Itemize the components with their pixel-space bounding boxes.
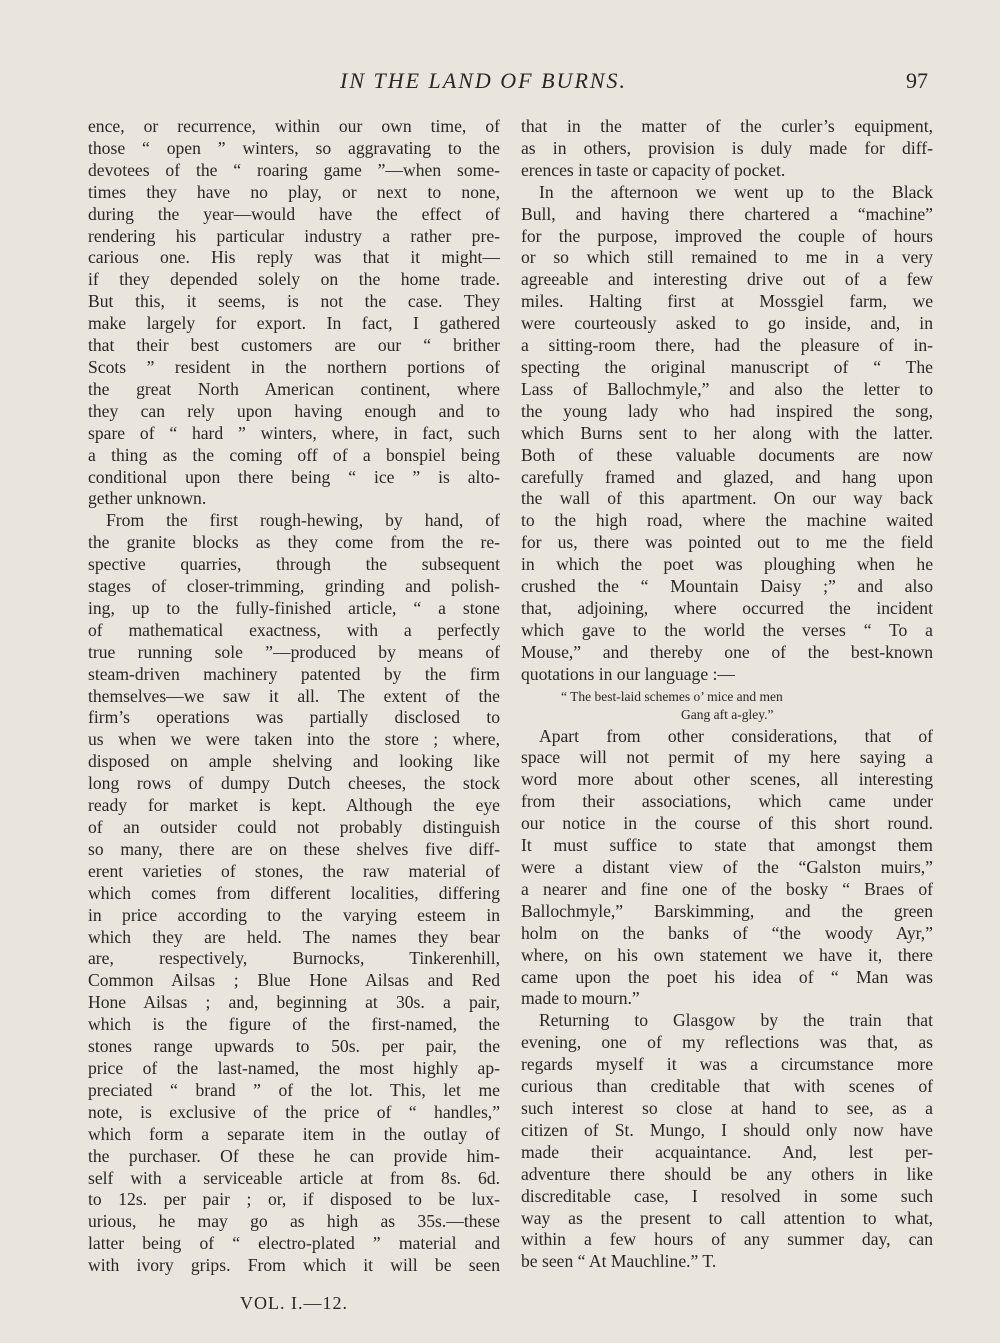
text-line: Scots ” resident in the northern portions of (88, 356, 500, 377)
text-line: a nearer and fine one of the bosky “ Braes of (521, 878, 933, 899)
text-line: as in others, provision is duly made for diff- (521, 137, 933, 158)
text-line: during the year—would have the effect of (88, 203, 500, 224)
text-line: spective quarries, through the subsequent (88, 554, 500, 575)
text-line: But this, it seems, is not the case. They (88, 291, 500, 312)
text-line: to 12s. per pair ; or, if disposed to be lux- (88, 1189, 500, 1210)
text-line: which gave to the world the verses “ To a (521, 619, 933, 640)
text-line: are, respectively, Burnocks, Tinkerenhill, (88, 948, 500, 969)
text-line: if they depended solely on the home trade. (88, 269, 500, 290)
right-column-paragraphs-bottom (521, 726, 933, 1274)
text-line: be seen “ At Mauchline.” T. (521, 1251, 717, 1272)
text-line: adventure there should be any others in like (521, 1163, 933, 1184)
page-number: 97 (906, 68, 928, 93)
text-line: for us, there was pointed out to me the field (521, 532, 933, 553)
text-line: crushed the “ Mountain Daisy ;” and also (521, 576, 933, 597)
text-line: true running sole ”—produced by means of (88, 641, 500, 662)
text-line: came upon the poet his idea of “ Man was (521, 966, 933, 987)
text-line: price of the last-named, the most highly ap- (88, 1057, 500, 1078)
text-line: so many, there are on these shelves five diff- (88, 838, 500, 859)
text-line: that their best customers are our “ brither (88, 335, 500, 356)
volume-signature: VOL. I.—12. (240, 1293, 348, 1313)
quote-line: Gang aft a-gley.” (681, 706, 774, 722)
text-line: carious one. His reply was that it might— (88, 247, 500, 268)
text-line: which they are held. The names they bear (88, 926, 500, 947)
text-line: rendering his particular industry a rather pre- (88, 225, 500, 246)
text-line: our notice in the course of this short round. (521, 813, 933, 834)
text-line: devotees of the “ roaring game ”—when some- (88, 159, 500, 180)
text-line: self with a serviceable article at from 8s. 6d. (88, 1167, 500, 1188)
text-line: evening, one of my reflections was that, as (521, 1032, 933, 1053)
text-line: Mouse,” and thereby one of the best-known (521, 641, 933, 662)
text-line: steam-driven machinery patented by the firm (88, 663, 500, 684)
text-line: were courteously asked to go inside, and, in (521, 313, 933, 334)
text-line: miles. Halting first at Mossgiel farm, we (521, 291, 933, 312)
text-line: which form a separate item in the outlay of (88, 1123, 500, 1144)
text-line: word more about other scenes, all interesting (521, 769, 933, 790)
running-title: IN THE LAND OF BURNS. (340, 68, 628, 93)
text-line: In the afternoon we went up to the Black (539, 181, 933, 202)
text-line: those “ open ” winters, so aggravating to the (88, 137, 500, 158)
quote-line: “ The best-laid schemes o’ mice and men (561, 688, 783, 704)
text-line: curious than creditable that with scenes of (521, 1076, 933, 1097)
text-line: disposed on ample shelving and looking like (88, 751, 500, 772)
text-line: stages of closer-trimming, grinding and polish- (88, 576, 500, 597)
text-line: note, is exclusive of the price of “ handles,” (88, 1101, 500, 1122)
text-line: themselves—we saw it all. The extent of the (88, 685, 500, 706)
text-line: Lass of Ballochmyle,” and also the letter to (521, 378, 933, 399)
text-line: us when we were taken into the store ; where, (88, 729, 500, 750)
text-line: within a few hours of any summer day, can (521, 1229, 933, 1250)
text-line: where, on his own statement we have it, there (521, 944, 933, 965)
text-line: Returning to Glasgow by the train that (539, 1010, 933, 1031)
text-line: for the purpose, improved the couple of hours (521, 225, 933, 246)
text-line: the purchaser. Of these he can provide him- (88, 1145, 500, 1166)
text-line: citizen of St. Mungo, I should only now have (521, 1119, 933, 1140)
text-line: such interest so close at hand to see, as a (521, 1097, 933, 1118)
text-line: stones range upwards to 50s. per pair, the (88, 1036, 500, 1057)
text-line: ence, or recurrence, within our own time, of (88, 116, 500, 136)
right-column-paragraphs-top (521, 116, 933, 686)
text-line: conditional upon there being “ ice ” is alto- (88, 466, 500, 487)
text-line: quotations in our language :— (521, 663, 736, 684)
text-line: make largely for export. In fact, I gathered (88, 313, 500, 334)
text-line: the wall of this apartment. On our way back (521, 488, 933, 509)
text-line: spare of “ hard ” winters, where, in fact, such (88, 422, 500, 443)
text-line: which comes from different localities, differing (88, 882, 500, 903)
left-column (88, 116, 500, 1277)
text-line: Bull, and having there chartered a “machine” (521, 203, 933, 224)
text-line: latter being of “ electro-plated ” material and (88, 1233, 500, 1254)
text-line: regards myself it was a circumstance more (521, 1054, 933, 1075)
text-line: specting the original manuscript of “ The (521, 356, 933, 377)
text-line: erent varieties of stones, the raw material of (88, 860, 500, 881)
text-line: From the first rough-hewing, by hand, of (106, 510, 500, 531)
text-line: It must suffice to state that amongst them (521, 835, 933, 856)
text-line: were a distant view of the “Galston muirs,” (521, 857, 933, 877)
text-line: or so which still remained to me in a very (521, 247, 933, 268)
text-line: the granite blocks as they come from the re- (88, 532, 500, 553)
text-line: agreeable and interesting drive out of a few (521, 269, 933, 290)
text-line: preciated “ brand ” of the lot. This, let me (88, 1079, 500, 1100)
text-line: Hone Ailsas ; and, beginning at 30s. a pair, (88, 992, 500, 1013)
text-line: of an outsider could not probably distinguish (88, 817, 500, 837)
text-line: to the high road, where the machine waited (521, 510, 933, 531)
running-head (0, 68, 1000, 98)
text-line: that, adjoining, where occurred the incident (521, 597, 933, 618)
text-line: times they have no play, or next to none, (88, 181, 500, 202)
text-line: in price according to the varying esteem in (88, 904, 500, 925)
text-line: ready for market is kept. Although the eye (88, 795, 500, 816)
text-line: ing, up to the fully-finished article, “ a stone (88, 597, 500, 618)
text-line: holm on the banks of “the woody Ayr,” (521, 922, 933, 943)
text-line: urious, he may go as high as 35s.—these (88, 1211, 500, 1232)
text-line: from their associations, which came under (521, 791, 933, 812)
text-line: which is the figure of the first-named, the (88, 1014, 500, 1035)
text-line: made to mourn.” (521, 988, 640, 1009)
text-line: Common Ailsas ; Blue Hone Ailsas and Red (88, 970, 500, 991)
text-line: Apart from other considerations, that of (539, 725, 933, 746)
text-line: long rows of dumpy Dutch cheeses, the stock (88, 773, 500, 794)
block-quote (521, 688, 933, 724)
text-line: that in the matter of the curler’s equipment, (521, 116, 933, 136)
text-line: way as the present to call attention to what, (521, 1207, 933, 1228)
text-line: with ivory grips. From which it will be seen (88, 1255, 500, 1276)
text-line: Both of these valuable documents are now (521, 444, 933, 465)
text-line: of mathematical exactness, with a perfectly (88, 619, 500, 640)
text-line: in which the poet was ploughing when he (521, 554, 933, 575)
text-line: they can rely upon having enough and to (88, 400, 500, 421)
text-line: firm’s operations was partially disclosed to (88, 707, 500, 728)
text-line: discreditable case, I resolved in some such (521, 1185, 933, 1206)
text-line: gether unknown. (88, 488, 207, 509)
text-line: the young lady who had inspired the song, (521, 400, 933, 421)
text-line: Ballochmyle,” Barskimming, and the green (521, 900, 933, 921)
text-line: erences in taste or capacity of pocket. (521, 159, 786, 180)
text-line: which Burns sent to her along with the latter. (521, 422, 933, 443)
text-line: the great North American continent, where (88, 378, 500, 399)
text-line: a sitting-room there, had the pleasure of in- (521, 335, 933, 356)
text-line: space will not permit of my here saying a (521, 747, 933, 768)
right-column (521, 116, 933, 1273)
text-line: carefully framed and glazed, and hang upon (521, 466, 933, 487)
text-line: made their acquaintance. And, lest per- (521, 1141, 933, 1162)
text-line: a thing as the coming off of a bonspiel being (88, 444, 500, 465)
